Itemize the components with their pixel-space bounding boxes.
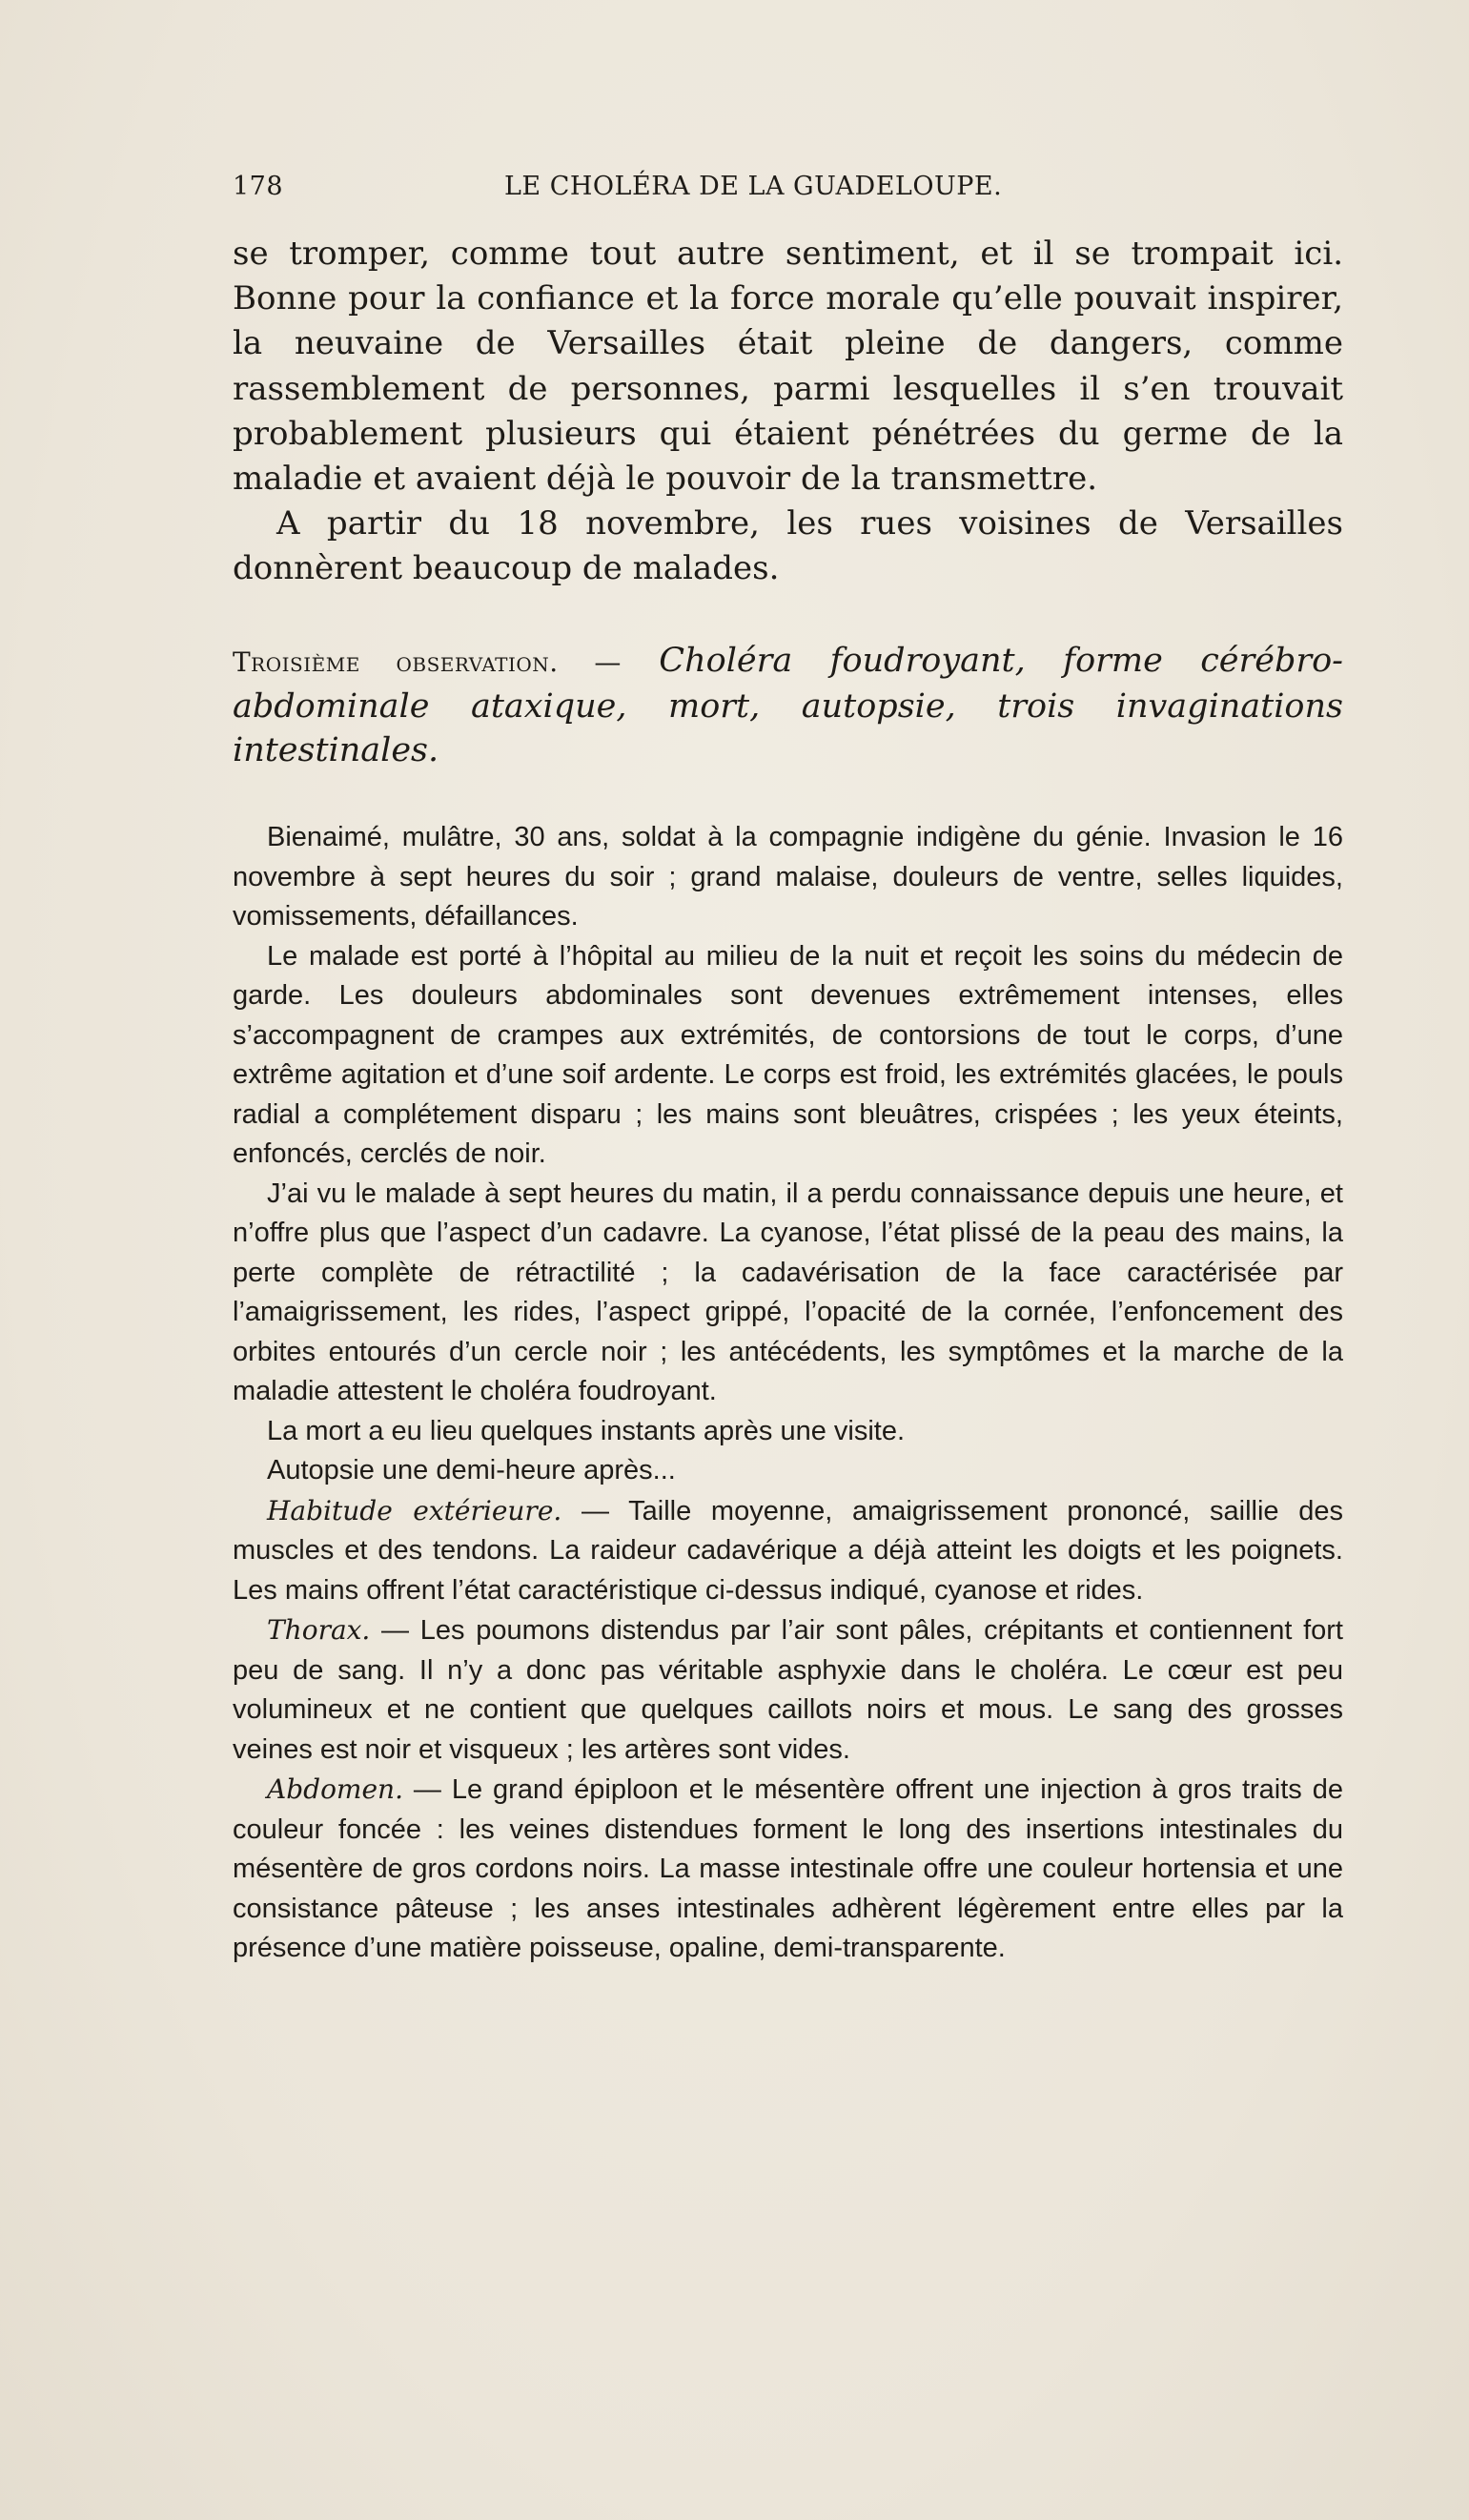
thorax-text: — Les poumons distendus par l’air sont pâles, crépitants et contiennent fort peu de sang. Il n’y a donc pas véritable asphyxie dans le choléra. Le cœur est peu volumineux et ne contient que quelques caillots noirs et mous. Le sang des grosses veines est noir et visqueux ; les artères sont vides. bbox=[233, 1615, 1343, 1765]
running-title: LE CHOLÉRA DE LA GUADELOUPE. bbox=[504, 172, 1003, 201]
observation-title: Choléra foudroyant, forme cérébro-abdominale ataxique, mort, autopsie, trois invaginations intestinales. bbox=[233, 642, 1343, 769]
abdomen-paragraph bbox=[233, 1770, 1343, 1969]
case-report bbox=[233, 818, 1343, 1969]
case-paragraph-3: J’ai vu le malade à sept heures du matin, il a perdu connaissance depuis une heure, et n’offre plus que l’aspect d’un cadavre. La cyanose, l’état plissé de la peau des mains, la perte complète de rétractilité ; la cadavérisation de la face caractérisée par l’amaigrissement, les rides, l’aspect grippé, l’opacité de la cornée, l’enfoncement des orbites entourés d’un cercle noir ; les antécédents, les symptômes et la marche de la maladie attestent le choléra foudroyant. bbox=[233, 1178, 1343, 1406]
page-number: 178 bbox=[233, 172, 284, 201]
abdomen-label: Abdomen. bbox=[267, 1773, 403, 1805]
intro-paragraph-2: A partir du 18 novembre, les rues voisines de Versailles donnèrent beaucoup de malades. bbox=[233, 504, 1343, 588]
habitude-text: — Taille moyenne, amaigrissement prononcé, saillie des muscles et des tendons. La raideur cadavérique a déjà atteint les doigts et les poignets. Les mains offrent l’état caractéristique ci-dessus indiqué, cyanose et rides. bbox=[233, 1495, 1343, 1606]
observation-heading bbox=[233, 639, 1343, 772]
habitude-paragraph bbox=[233, 1491, 1343, 1611]
page-header bbox=[233, 172, 1343, 215]
abdomen-text: — Le grand épiploon et le mésentère offrent une injection à gros traits de couleur foncée : les veines distendues forment le long des insertions intestinales du mésentère de gros cordons noirs. La masse intestinale offre une couleur hortensia et une consistance pâteuse ; les anses intestinales adhèrent légèrement entre elles par la présence d’une matière poisseuse, opaline, demi-transparente. bbox=[233, 1774, 1343, 1963]
case-paragraph-5: Autopsie une demi-heure après... bbox=[267, 1455, 676, 1485]
intro-text bbox=[233, 232, 1343, 592]
observation-label: Troisième observation. — bbox=[233, 646, 622, 678]
intro-paragraph-1: se tromper, comme tout autre sentiment, et il se trompait ici. Bonne pour la confiance et la force morale qu’elle pouvait inspirer, la neuvaine de Versailles était pleine de dangers, comme rassemblement de personnes, parmi lesquelles il s’en trouvait probablement plusieurs qui étaient pénétrées du germe de la maladie et avaient déjà le pouvoir de la transmettre. bbox=[233, 235, 1343, 499]
thorax-paragraph bbox=[233, 1610, 1343, 1770]
case-paragraph-4: La mort a eu lieu quelques instants après une visite. bbox=[267, 1415, 906, 1446]
thorax-label: Thorax. bbox=[267, 1614, 371, 1646]
case-paragraph-1: Bienaimé, mulâtre, 30 ans, soldat à la compagnie indigène du génie. Invasion le 16 novembre à sept heures du soir ; grand malaise, douleurs de ventre, selles liquides, vomissements, défaillances. bbox=[233, 822, 1343, 932]
case-paragraph-2: Le malade est porté à l’hôpital au milieu de la nuit et reçoit les soins du médecin de garde. Les douleurs abdominales sont devenues extrêmement intenses, elles s’accompagnent de crampes aux extrémités, de contorsions de tout le corps, d’une extrême agitation et d’une soif ardente. Le corps est froid, les extrémités glacées, le pouls radial a complétement disparu ; les mains sont bleuâtres, crispées ; les yeux éteints, enfoncés, cerclés de noir. bbox=[233, 940, 1343, 1169]
habitude-label: Habitude extérieure. bbox=[267, 1494, 562, 1526]
